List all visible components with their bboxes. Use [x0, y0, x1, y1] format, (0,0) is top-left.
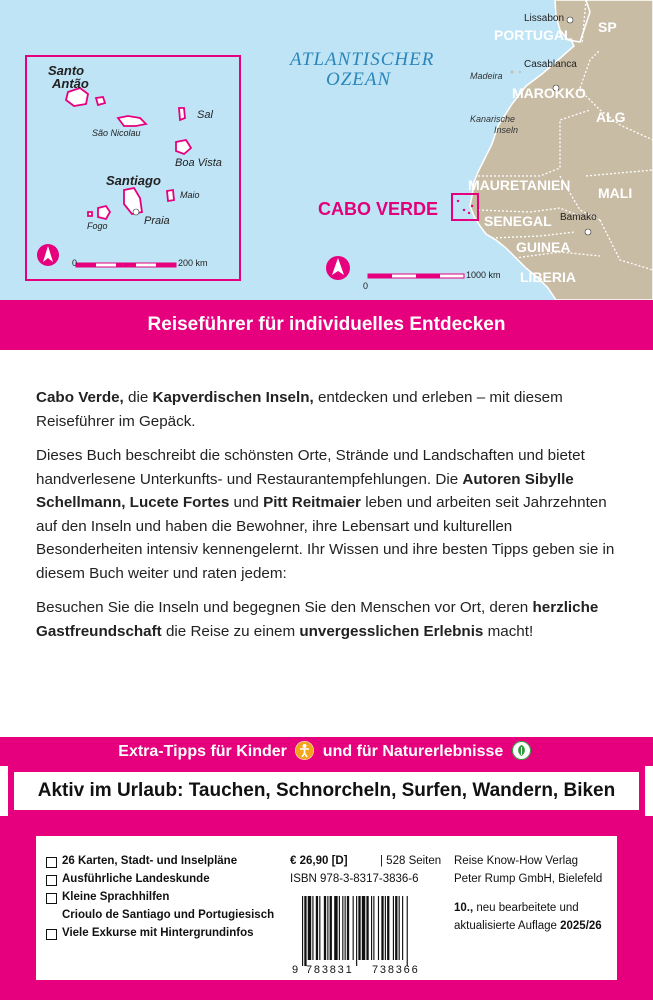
- leaf-icon: [512, 741, 531, 760]
- barcode-bar: [353, 896, 354, 960]
- text-run: Dieses Buch beschreibt die schönsten Orte, Strände und Landschaften und bietet handverlesene Unterkunfts- und Restaurantempfehlungen. Die: [36, 447, 585, 488]
- island-kanarische-2: Inseln: [494, 125, 519, 135]
- em-erlebnis: unvergesslichen Erlebnis: [299, 622, 484, 640]
- em-gastfreundschaft: herzliche Gastfreundschaft: [36, 599, 599, 640]
- barcode-bar: [381, 896, 383, 960]
- inset-scale-start: 0: [72, 258, 78, 268]
- edition-text-2: aktualisierte Auflage: [454, 920, 561, 932]
- island-kanarische-1: Kanarische: [470, 114, 516, 124]
- em-kapverdische-inseln: Kapverdischen Inseln,: [152, 389, 314, 406]
- island-madeira: Madeira: [470, 71, 503, 81]
- inset-santiago: Santiago: [106, 173, 161, 188]
- barcode-bar: [339, 896, 340, 960]
- em-authors: Autoren Sibylle Schellmann, Lucete Fortes: [36, 470, 574, 511]
- barcode-bar: [387, 896, 389, 960]
- inset-scale-bar: [76, 263, 176, 267]
- text-run: die: [123, 389, 153, 406]
- isbn: ISBN 978-3-8317-3836-6: [290, 873, 419, 885]
- mainland-africa: [470, 0, 653, 300]
- activities-box: Aktiv im Urlaub: Tauchen, Schnorcheln, Surfen, Wandern, Biken: [8, 766, 645, 816]
- blurb-paragraph-1: [36, 386, 621, 433]
- barcode-bar: [342, 896, 343, 960]
- feature-item: Crioulo de Santiago und Portugiesisch: [62, 909, 275, 921]
- text-run: und: [229, 494, 264, 511]
- country-liberia: LIBERIA: [520, 269, 576, 285]
- barcode-bar: [378, 896, 379, 960]
- barcode-bars: [302, 896, 408, 966]
- barcode-bar: [304, 896, 306, 966]
- checkbox-icon: [46, 875, 57, 886]
- barcode-first-digit: 9: [292, 964, 299, 976]
- barcode-bar: [402, 896, 403, 960]
- edition-line-2: [454, 921, 602, 933]
- inset-maio: Maio: [180, 190, 200, 200]
- barcode-bar: [319, 896, 320, 960]
- feature-item: Kleine Sprachhilfen: [62, 891, 170, 903]
- barcode-bar: [312, 896, 313, 960]
- barcode-bar: [327, 896, 328, 960]
- country-mali: MALI: [598, 185, 633, 201]
- info-panel: [36, 836, 617, 980]
- em-author-pitt: Pitt Reitmaier: [263, 494, 361, 511]
- isbn-barcode: [290, 894, 440, 976]
- ocean-label-1: ATLANTISCHER: [290, 49, 435, 70]
- main-north-arrow-icon: [326, 256, 350, 280]
- inset-praia: Praia: [144, 215, 170, 227]
- checkbox-icon: [46, 929, 57, 940]
- country-sp: SP: [598, 19, 617, 35]
- text-run: Besuchen Sie die Inseln und begegnen Sie den Menschen vor Ort, deren: [36, 599, 533, 616]
- country-guinea: GUINEA: [516, 239, 571, 255]
- country-mauretanien: MAURETANIEN: [468, 177, 571, 193]
- inset-scale-end: 200 km: [178, 258, 208, 268]
- price: € 26,90 [D]: [290, 855, 348, 867]
- barcode-left-digits: 783831: [306, 964, 354, 976]
- edition-number: 10.,: [454, 902, 474, 914]
- barcode-bar: [399, 896, 400, 960]
- blurb-paragraph-3: [36, 596, 621, 643]
- barcode-bar: [345, 896, 346, 960]
- blurb-text: [36, 386, 621, 654]
- child-icon: [295, 741, 314, 760]
- text-run: die Reise zu einem: [161, 622, 300, 640]
- city-bamako: Bamako: [560, 212, 597, 223]
- inset-boa-vista: Boa Vista: [175, 157, 222, 169]
- text-run: entdecken und erleben – mit diesem Reiseführer im Gepäck.: [36, 389, 563, 430]
- main-scale-start: 0: [363, 281, 369, 291]
- barcode-bar: [347, 896, 349, 960]
- edition-line-1: [454, 903, 579, 915]
- main-scale-bar: [368, 274, 464, 278]
- inset-santo-antao-2: Antão: [52, 76, 89, 91]
- barcode-bar: [373, 896, 374, 960]
- city-lissabon: Lissabon: [524, 13, 565, 24]
- text-run: macht!: [483, 622, 534, 640]
- barcode-bar: [395, 896, 397, 960]
- publisher-line-2: Peter Rump GmbH, Bielefeld: [454, 873, 603, 885]
- barcode-bar: [316, 896, 318, 960]
- ocean-label-2: OZEAN: [326, 69, 392, 90]
- feature-item: Viele Exkurse mit Hintergrundinfos: [62, 927, 254, 939]
- extra-tips-nature-label: und für Naturerlebnisse: [322, 743, 504, 760]
- overview-map: [0, 0, 653, 300]
- map-graphic: [0, 0, 653, 300]
- barcode-bar: [407, 896, 408, 966]
- barcode-bar: [356, 896, 357, 966]
- checkbox-icon: [46, 857, 57, 868]
- page-count: | 528 Seiten: [380, 855, 442, 867]
- blurb-paragraph-2: [36, 444, 621, 585]
- checkbox-icon: [46, 893, 57, 904]
- edition-year: 2025/26: [560, 920, 602, 932]
- barcode-bar: [302, 896, 303, 966]
- extra-tips-band: [0, 737, 653, 766]
- barcode-bar: [334, 896, 337, 960]
- edition-text-1: neu bearbeitete und: [473, 902, 579, 914]
- country-alg: ALG: [596, 109, 626, 125]
- inset-north-arrow-icon: [37, 244, 59, 266]
- barcode-bar: [362, 896, 365, 960]
- publisher-line-1: Reise Know-How Verlag: [454, 855, 579, 867]
- barcode-bar: [385, 896, 386, 960]
- barcode-bar: [308, 896, 311, 960]
- barcode-bar: [371, 896, 372, 960]
- country-portugal: PORTUGAL: [494, 27, 573, 43]
- inset-fogo: Fogo: [87, 221, 108, 231]
- text-run: leben und arbeiten seit Jahrzehnten auf den Inseln und haben die Bewohner, ihre Lebensart und kulturellen Besonderheiten intensiv kennengelernt. Ihr Wissen und ihre besten Tipps geben sie in diesem Buch weiter und raten jedem:: [36, 494, 615, 582]
- barcode-bar: [393, 896, 394, 960]
- barcode-bar: [324, 896, 326, 960]
- country-senegal: SENEGAL: [484, 213, 552, 229]
- feature-item: 26 Karten, Stadt- und Inselpläne: [62, 855, 238, 867]
- info-footer: [0, 816, 653, 1000]
- em-cabo-verde: Cabo Verde,: [36, 389, 124, 406]
- barcode-right-digits: 738366: [372, 964, 420, 976]
- main-scale-end: 1000 km: [466, 270, 501, 280]
- cabo-verde-label: CABO VERDE: [318, 199, 439, 219]
- city-casablanca: Casablanca: [524, 59, 577, 70]
- extra-tips-kids-label: Extra-Tipps für Kinder: [118, 743, 287, 760]
- feature-item: Ausführliche Landeskunde: [62, 873, 210, 885]
- inset-sal: Sal: [197, 109, 213, 121]
- barcode-bar: [330, 896, 332, 960]
- country-marokko: MAROKKO: [512, 85, 586, 101]
- tagline-band: Reiseführer für individuelles Entdecken: [0, 300, 653, 350]
- inset-santo-antao-1: Santo: [48, 63, 85, 78]
- barcode-bar: [366, 896, 368, 960]
- inset-sao-nicolau: São Nicolau: [92, 128, 141, 138]
- barcode-bar: [358, 896, 360, 960]
